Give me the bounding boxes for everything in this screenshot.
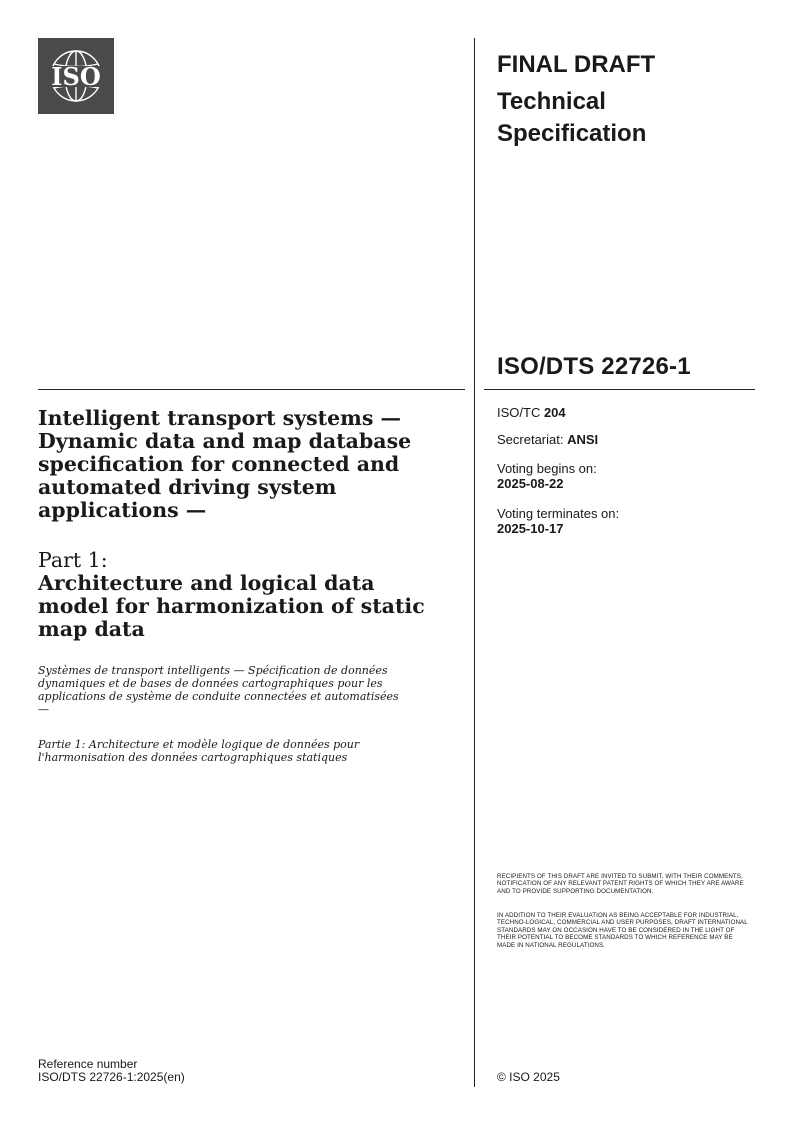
document-type: Technical Specification xyxy=(497,88,647,147)
globe-icon xyxy=(38,38,114,114)
french-title: Systèmes de transport intelligents — Spécification de données dynamiques et de bases de données cartographiques pour les applications de système de conduite connectées et automatisées — xyxy=(38,664,399,716)
part-title: Architecture and logical data model for harmonization of static map data xyxy=(38,571,425,641)
iso-logo xyxy=(38,38,114,114)
voting-terminates: Voting terminates on: 2025-10-17 xyxy=(497,506,620,536)
french-part-title: Partie 1: Architecture et modèle logique de données pour l'harmonisation des données cartographiques statiques xyxy=(38,738,360,764)
document-number: ISO/DTS 22726-1 xyxy=(497,353,691,380)
title-rule-right xyxy=(484,389,755,390)
part-label: Part 1: xyxy=(38,548,108,572)
copyright: © ISO 2025 xyxy=(497,1070,560,1084)
stage-label: FINAL DRAFT xyxy=(497,51,656,78)
secretariat: Secretariat: ANSI xyxy=(497,432,599,447)
committee: ISO/TC 204 xyxy=(497,405,566,420)
voting-begins: Voting begins on: 2025-08-22 xyxy=(497,461,597,491)
notice-paragraph-1: RECIPIENTS OF THIS DRAFT ARE INVITED TO SUBMIT, WITH THEIR COMMENTS, NOTIFICATION OF ANY RELEVANT PATENT RIGHTS OF WHICH THEY ARE AWARE AND TO PROVIDE SUPPORTING DOCUMENTATION. xyxy=(497,873,744,895)
column-divider xyxy=(474,38,475,1087)
reference-label: Reference number xyxy=(38,1057,138,1071)
svg-text:ISO: ISO xyxy=(51,62,101,91)
notice-paragraph-2: IN ADDITION TO THEIR EVALUATION AS BEING ACCEPTABLE FOR INDUSTRIAL, TECHNO-LOGICAL, COMMERCIAL AND USER PURPOSES, DRAFT INTERNATIONAL STANDARDS MAY ON OCCASION HAVE TO BE CONSIDERED IN THE LIGHT OF THEIR POTENTIAL TO BECOME STANDARDS TO WHICH REFERENCE MAY BE MADE IN NATIONAL REGULATIONS. xyxy=(497,912,748,949)
main-title: Intelligent transport systems — Dynamic data and map database specification for connected and automated driving system applications — xyxy=(38,406,412,522)
title-rule-left xyxy=(38,389,465,390)
reference-number: ISO/DTS 22726-1:2025(en) xyxy=(38,1070,185,1084)
